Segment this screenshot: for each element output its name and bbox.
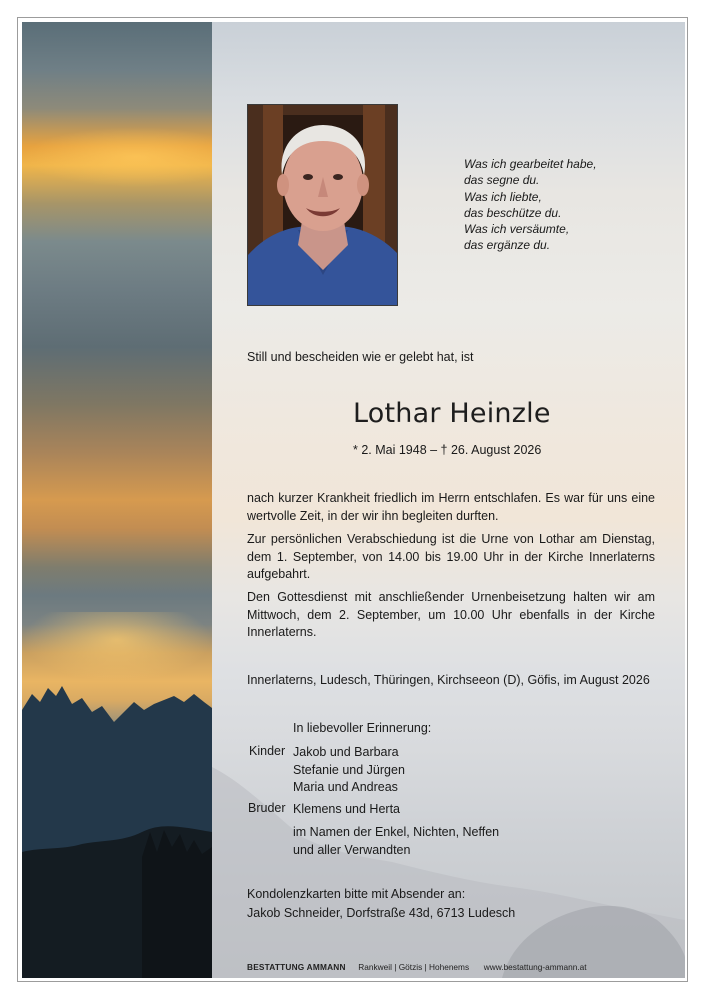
- memory-heading: In liebevoller Erinnerung:: [293, 721, 432, 735]
- condolence-line: Kondolenzkarten bitte mit Absender an:: [247, 887, 466, 901]
- mourner-name: Klemens und Herta: [293, 802, 401, 816]
- mountain-silhouette: [22, 682, 212, 978]
- deceased-name: Lothar Heinzle: [353, 398, 551, 429]
- portrait-photo: [247, 104, 398, 306]
- mourner-name: Maria und Andreas: [293, 780, 398, 794]
- poem-line: das ergänze du.: [464, 238, 551, 253]
- mourner-name: im Namen der Enkel, Nichten, Neffen: [293, 825, 500, 839]
- poem-line: das segne du.: [464, 173, 540, 188]
- mourner-name: und aller Verwandten: [293, 842, 411, 857]
- life-dates: * 2. Mai 1948 – † 26. August 2026: [353, 443, 542, 457]
- footer-website[interactable]: www.bestattung-ammann.at: [483, 962, 587, 972]
- sunset-glow: [22, 127, 212, 187]
- farewell-paragraph: Zur persönlichen Verabschiedung ist die Urne von Lothar am Dienstag, dem 1. September, von 14.00 bis 19.00 Uhr in der Kirche Innerlaterns aufgebahrt.: [247, 532, 655, 581]
- poem: [464, 156, 597, 254]
- mourner-label-children: Kinder: [249, 744, 286, 758]
- poem-line: das beschütze du.: [464, 205, 562, 220]
- mourner-label-brother: Bruder: [248, 801, 286, 815]
- condolence-block: [247, 885, 515, 923]
- mourner-names-family: [293, 824, 499, 859]
- announcement-paragraph: nach kurzer Krankheit friedlich im Herrn entschlafen. Es war für uns eine wertvolle Zeit, in der wir ihn begleiten durften.: [247, 491, 655, 523]
- poem-line: Was ich gearbeitet habe,: [464, 157, 597, 171]
- portrait-illustration: [248, 105, 398, 306]
- footer-locations: Rankweil | Götzis | Hohenems: [358, 962, 470, 972]
- mourner-names-children: [293, 744, 405, 797]
- footer-brand: BESTATTUNG AMMANN: [247, 962, 346, 972]
- service-paragraph: Den Gottesdienst mit anschließender Urnenbeisetzung halten wir am Mittwoch, dem 2. September, um 10.00 Uhr ebenfalls in der Kirche Innerlaterns.: [247, 590, 655, 639]
- condolence-address: Jakob Schneider, Dorfstraße 43d, 6713 Ludesch: [247, 906, 516, 920]
- footer: [247, 962, 587, 972]
- background-mountain: [212, 742, 685, 978]
- poem-line: Was ich liebte,: [464, 189, 542, 204]
- mourner-names-brother: [293, 801, 400, 819]
- mourner-name: Stefanie und Jürgen: [293, 762, 405, 777]
- intro-text: Still und bescheiden wie er gelebt hat, ist: [247, 350, 474, 364]
- mourner-name: Jakob und Barbara: [293, 745, 399, 759]
- sunset-glow: [22, 612, 212, 682]
- sunset-strip: [22, 22, 212, 978]
- poem-line: Was ich versäumte,: [464, 222, 570, 237]
- place-and-date: Innerlaterns, Ludesch, Thüringen, Kirchseeon (D), Göfis, im August 2026: [247, 673, 650, 687]
